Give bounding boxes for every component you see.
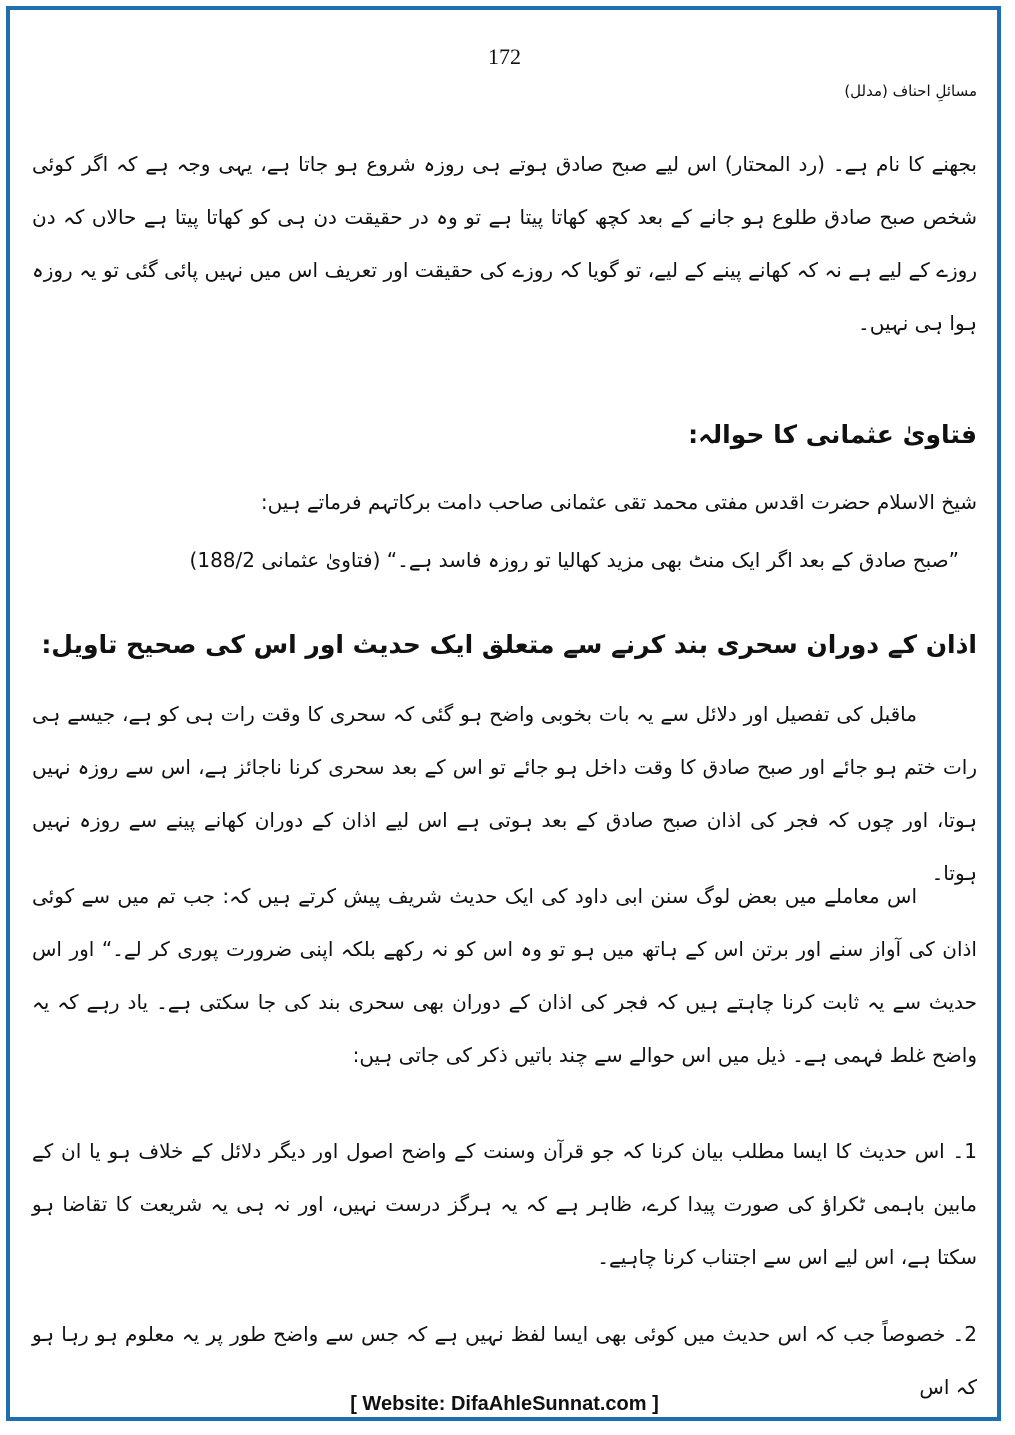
page-frame	[6, 6, 1001, 1421]
page-number: 172	[488, 44, 521, 69]
paragraph-sahri-time: ماقبل کی تفصیل اور دلائل سے یہ بات بخوبی واضح ہو گئی کہ سحری کا وقت رات ہی کو ہے، جیسے ہی رات ختم ہو جائے اور صبح صادق کا وقت داخل ہو جائے تو اس کے بعد سحری کرنا ناجائز ہے، اس سے روزہ نہیں ہوتا، اور چوں کہ فجر کی اذان صبح صادق کے بعد ہوتی ہے اس لیے اذان کے دوران کھانے پینے سے روزہ نہیں ہوتا۔	[32, 702, 977, 885]
point-2: 2۔ خصوصاً جب کہ اس حدیث میں کوئی بھی ایسا لفظ نہیں ہے کہ جس سے واضح طور پر یہ معلوم ہو رہا ہو کہ اس	[32, 1322, 977, 1399]
paragraph-roza-definition: بجھنے کا نام ہے۔ (رد المحتار) اس لیے صبح صادق ہوتے ہی روزہ شروع ہو جاتا ہے، یہی وجہ ہے کہ اگر کوئی شخص صبح صادق طلوع ہو جانے کے بعد کچھ کھاتا پیتا ہے تو وہ در حقیقت دن ہی کو کھاتا پیتا ہے حالاں کہ دن روزے کے لیے ہے نہ کہ کھانے پینے کے لیے، تو گویا کہ روزے کی حقیقت اور تعریف اس میں نہیں پائی گئی تو یہ روزہ ہوا ہی نہیں۔	[32, 152, 977, 335]
quote-line: ”صبح صادق کے بعد اگر ایک منٹ بھی مزید کھالیا تو روزہ فاسد ہے۔“ (فتاویٰ عثمانی 188/2)	[189, 548, 959, 572]
website-footer: [ Website: DifaAhleSunnat.com ]	[350, 1393, 659, 1415]
running-header: مسائلِ احناف (مدلل)	[844, 82, 977, 100]
page-content	[32, 10, 977, 1417]
point-1: 1۔ اس حدیث کا ایسا مطلب بیان کرنا کہ جو قرآن وسنت کے واضح اصول اور دیگر دلائل کے خلاف ہو یا ان کے مابین باہمی ٹکراؤ کی صورت پیدا کرے، ظاہر ہے کہ یہ ہرگز درست نہیں، اور نہ ہی یہ شریعت کا تقاضا ہو سکتا ہے، اس لیے اس سے اجتناب کرنا چاہیے۔	[32, 1139, 977, 1269]
heading-azan-hadith: اذان کے دوران سحری بند کرنے سے متعلق ایک حدیث اور اس کی صحیح تاویل:	[41, 630, 977, 659]
intro-line: شیخ الاسلام حضرت اقدس مفتی محمد تقی عثمانی صاحب دامت برکاتہم فرماتے ہیں:	[260, 490, 977, 514]
heading-fatawa-usmani: فتاویٰ عثمانی کا حوالہ:	[688, 420, 977, 449]
paragraph-abu-dawood: اس معاملے میں بعض لوگ سنن ابی داود کی ایک حدیث شریف پیش کرتے ہیں کہ: جب تم میں سے کوئی اذان کی آواز سنے اور برتن اس کے ہاتھ میں ہو تو وہ اس کو نہ رکھے بلکہ اپنی ضرورت پوری کر لے۔“ اور اس حدیث سے یہ ثابت کرنا چاہتے ہیں کہ فجر کی اذان کے دوران بھی سحری بند کی جا سکتی ہے۔ یاد رہے کہ یہ واضح غلط فہمی ہے۔ ذیل میں اس حوالے سے چند باتیں ذکر کی جاتی ہیں:	[32, 884, 977, 1067]
